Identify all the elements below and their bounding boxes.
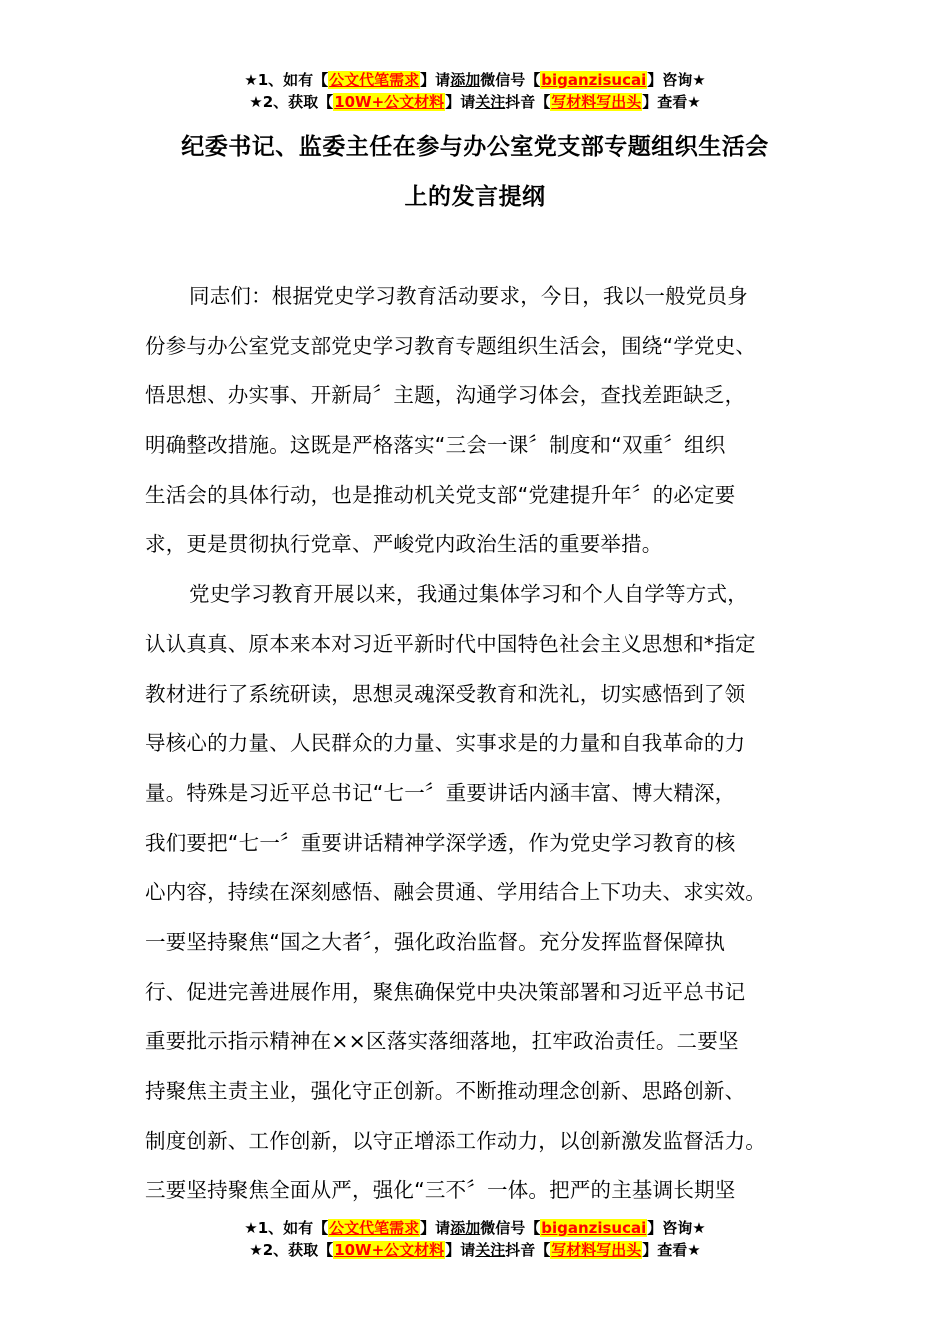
banner-text: 抖音【 bbox=[505, 1241, 551, 1259]
banner-text: 抖音【 bbox=[505, 93, 551, 111]
highlight-link[interactable]: 公文代笔需求 bbox=[329, 71, 420, 89]
highlight-link[interactable]: 10W+公文材料 bbox=[334, 1241, 445, 1259]
body-line: 生活会的具体行动，也是推动机关党支部“党建提升年〞的必定要 bbox=[145, 482, 736, 507]
banner-text: 】请 bbox=[445, 93, 476, 111]
title-line-1: 纪委书记、监委主任在参与办公室党支部专题组织生活会 bbox=[181, 134, 769, 160]
body-line: 党史学习教育开展以来，我通过集体学习和个人自学等方式， bbox=[189, 582, 748, 607]
banner-text: 微信号【 bbox=[480, 1219, 541, 1237]
body-line: 份参与办公室党支部党史学习教育专题组织生活会，围绕“学党史、 bbox=[145, 333, 757, 358]
highlight-link[interactable]: 写材料写出头 bbox=[551, 93, 642, 111]
body-line: 重要批示指示精神在××区落实落细落地，扛牢政治责任。二要坚 bbox=[145, 1029, 739, 1054]
banner-text: 】请 bbox=[445, 1241, 476, 1259]
banner-line-2 bbox=[0, 1239, 950, 1261]
body-line: 持聚焦主责主业，强化守正创新。不断推动理念创新、思路创新、 bbox=[145, 1079, 746, 1103]
banner-text: 微信号【 bbox=[480, 71, 541, 89]
banner-underlined-text: 添加 bbox=[450, 71, 481, 89]
banner-line-1 bbox=[0, 69, 950, 91]
banner-line-2 bbox=[0, 91, 950, 113]
body-line: 明确整改措施。这既是严格落实“三会一课〞制度和“双重〞组织 bbox=[145, 433, 726, 458]
highlight-link[interactable]: 公文代笔需求 bbox=[329, 1219, 420, 1237]
banner-text: 】请 bbox=[420, 1219, 451, 1237]
banner-text: ★2、获取【 bbox=[249, 93, 334, 111]
body-line: 认认真真、原本来本对习近平新时代中国特色社会主义思想和*指定 bbox=[145, 631, 756, 656]
banner-line-1 bbox=[0, 1217, 950, 1239]
banner-text: ★2、获取【 bbox=[249, 1241, 334, 1259]
banner-text: ★1、如有【 bbox=[244, 71, 329, 89]
banner-text: 】咨询★ bbox=[647, 1219, 706, 1237]
top-banner bbox=[0, 69, 950, 113]
body-line: 教材进行了系统研读，思想灵魂深受教育和洗礼，切实感悟到了领 bbox=[145, 681, 746, 706]
document-body bbox=[145, 272, 815, 1207]
bottom-banner bbox=[0, 1217, 950, 1261]
banner-text: 】查看★ bbox=[642, 93, 701, 111]
highlight-link[interactable]: 写材料写出头 bbox=[551, 1241, 642, 1259]
banner-text: 】请 bbox=[420, 71, 451, 89]
highlight-link[interactable]: biganzisucai bbox=[541, 71, 647, 89]
body-line: 心内容，持续在深刻感悟、融会贯通、学用结合上下功夫、求实效。 bbox=[145, 880, 766, 905]
highlight-link[interactable]: biganzisucai bbox=[541, 1219, 647, 1237]
banner-text: ★1、如有【 bbox=[244, 1219, 329, 1237]
body-line: 三要坚持聚焦全面从严，强化“三不〞一体。把严的主基调长期坚 bbox=[145, 1178, 736, 1203]
banner-underlined-text: 关注 bbox=[475, 93, 506, 111]
banner-text: 】查看★ bbox=[642, 1241, 701, 1259]
body-line: 一要坚持聚焦“国之大者〞，强化政治监督。充分发挥监督保障执 bbox=[145, 929, 726, 954]
banner-underlined-text: 关注 bbox=[475, 1241, 506, 1259]
document-title bbox=[0, 122, 950, 222]
body-line: 制度创新、工作创新，以守正增添工作动力，以创新激发监督活力。 bbox=[145, 1128, 766, 1153]
body-line: 导核心的力量、人民群众的力量、实事求是的力量和自我革命的力 bbox=[145, 731, 746, 756]
title-line-2: 上的发言提纲 bbox=[404, 184, 546, 210]
highlight-link[interactable]: 10W+公文材料 bbox=[334, 93, 445, 111]
banner-underlined-text: 添加 bbox=[450, 1219, 481, 1237]
body-line: 悟思想、办实事、开新局〞主题，沟通学习体会，查找差距缺乏， bbox=[145, 383, 746, 408]
body-line: 求，更是贯彻执行党章、严峻党内政治生活的重要举措。 bbox=[145, 532, 663, 557]
body-line: 同志们：根据党史学习教育活动要求，今日，我以一般党员身 bbox=[189, 284, 748, 308]
body-line: 我们要把“七一〞重要讲话精神学深学透，作为党史学习教育的核 bbox=[145, 830, 736, 855]
body-line: 量。特殊是习近平总书记“七一〞重要讲话内涵丰富、博大精深， bbox=[145, 780, 736, 805]
banner-text: 】咨询★ bbox=[647, 71, 706, 89]
body-line: 行、促进完善进展作用，聚焦确保党中央决策部署和习近平总书记 bbox=[145, 979, 746, 1004]
